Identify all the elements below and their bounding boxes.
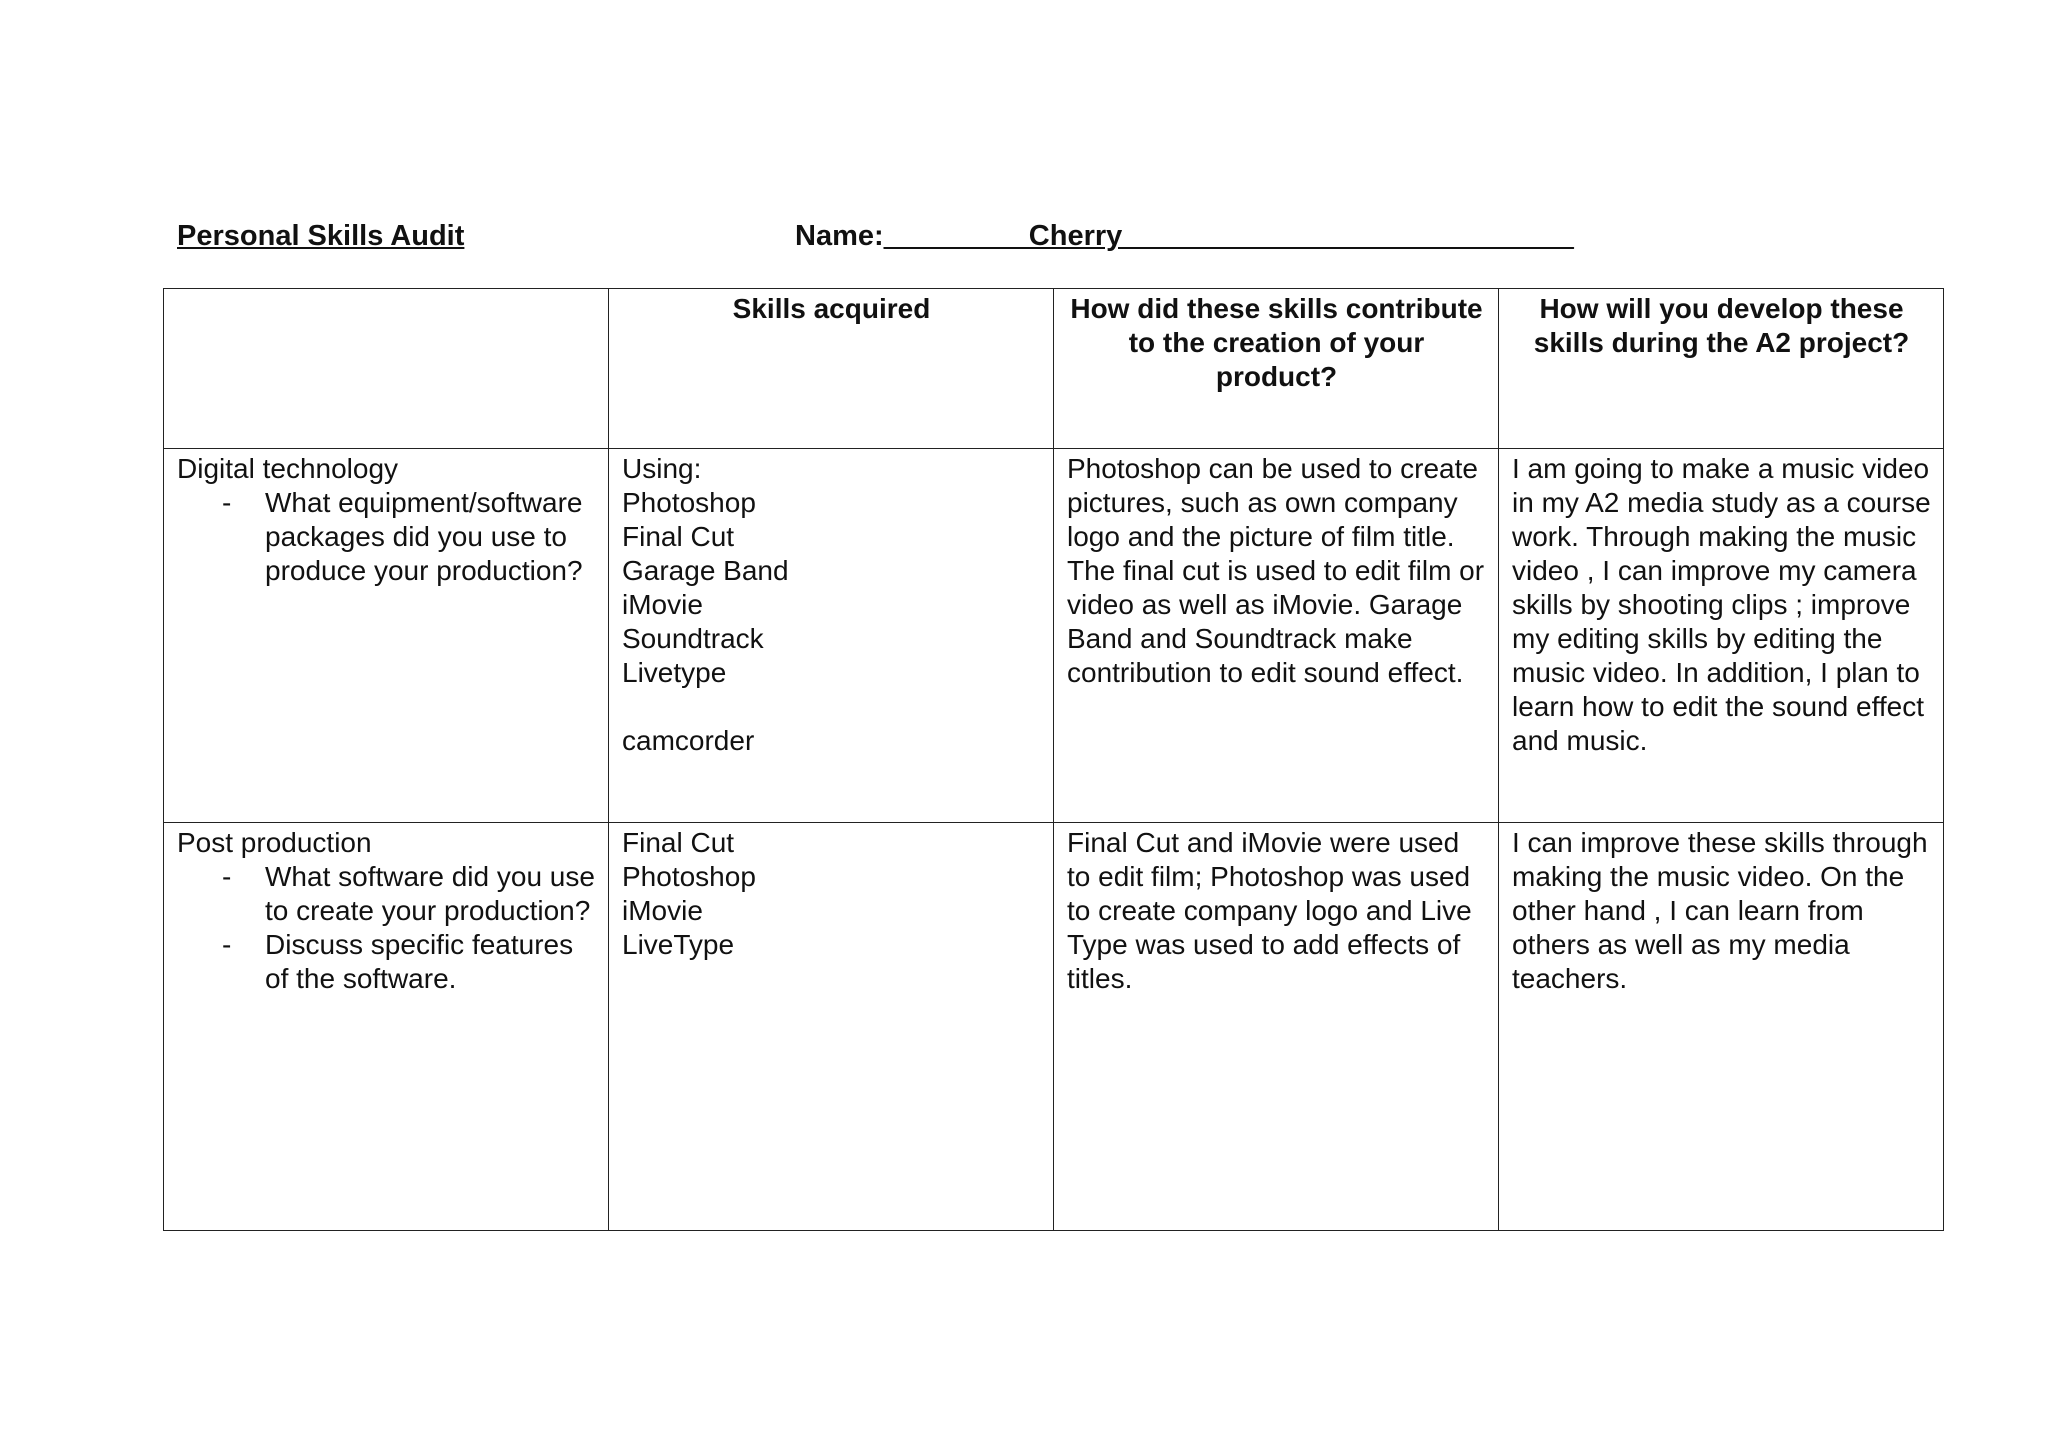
development-cell (1499, 823, 1944, 1231)
contribution-text: Final Cut and iMovie were used to edit film; Photoshop was used to create company logo and Live Type was used to add effects of titles. (1067, 827, 1472, 994)
question-text: Discuss specific features of the software. (265, 929, 574, 994)
skill-item: Using: (622, 453, 702, 484)
skill-item: camcorder (622, 725, 755, 756)
development-cell (1499, 449, 1944, 823)
skill-spacer (622, 690, 1041, 724)
skill-item: iMovie (622, 895, 703, 926)
topic-cell (164, 449, 609, 823)
skill-item: Final Cut (622, 521, 735, 552)
skill-item: Photoshop (622, 487, 756, 518)
header-contribution: How did these skills contribute to the creation of your product? (1054, 289, 1499, 449)
name-value: _________Cherry____________________________ (883, 220, 1574, 252)
skill-item: Photoshop (622, 861, 756, 892)
question-text: What equipment/software packages did you use to produce your production? (265, 487, 583, 586)
question-list (177, 486, 596, 588)
development-text: I am going to make a music video in my A2 media study as a course work. Through making the music video , I can improve my camera skills by shooting clips ; improve my editing skills by editing the music video. In addition, I plan to learn how to edit the sound effect and music. (1512, 453, 1931, 756)
topic-title: Post production (177, 827, 372, 858)
header-skills-acquired: Skills acquired (609, 289, 1054, 449)
skill-item: Final Cut (622, 827, 735, 858)
skills-cell (609, 823, 1054, 1231)
dash-bullet-icon: - (222, 861, 232, 892)
header-cell-blank (164, 289, 609, 449)
question-item (177, 928, 596, 996)
skill-item: Livetype (622, 657, 727, 688)
table-row (164, 823, 1944, 1231)
topic-title: Digital technology (177, 453, 399, 484)
contribution-cell (1054, 449, 1499, 823)
table-header-row (164, 289, 1944, 449)
question-list (177, 860, 596, 996)
skills-cell (609, 449, 1054, 823)
skill-item: Garage Band (622, 555, 789, 586)
contribution-cell (1054, 823, 1499, 1231)
topic-cell (164, 823, 609, 1231)
contribution-text: Photoshop can be used to create pictures, such as own company logo and the picture of film title. The final cut is used to edit film or video as well as iMovie. Garage Band and Soundtrack make contribution to edit sound effect. (1067, 453, 1485, 688)
name-field (795, 220, 1574, 253)
development-text: I can improve these skills through making the music video. On the other hand , I can learn from others as well as my media teachers. (1512, 827, 1928, 994)
table-row (164, 449, 1944, 823)
dash-bullet-icon: - (222, 487, 232, 518)
skills-audit-table (163, 288, 1944, 1231)
question-item (177, 486, 596, 588)
skill-item: iMovie (622, 589, 703, 620)
document-title: Personal Skills Audit (177, 220, 465, 252)
skill-item: LiveType (622, 929, 735, 960)
name-label: Name: (795, 220, 884, 252)
dash-bullet-icon: - (222, 929, 232, 960)
question-text: What software did you use to create your production? (265, 861, 595, 926)
header-development: How will you develop these skills during the A2 project? (1499, 289, 1944, 449)
question-item (177, 860, 596, 928)
skill-item: Soundtrack (622, 623, 764, 654)
